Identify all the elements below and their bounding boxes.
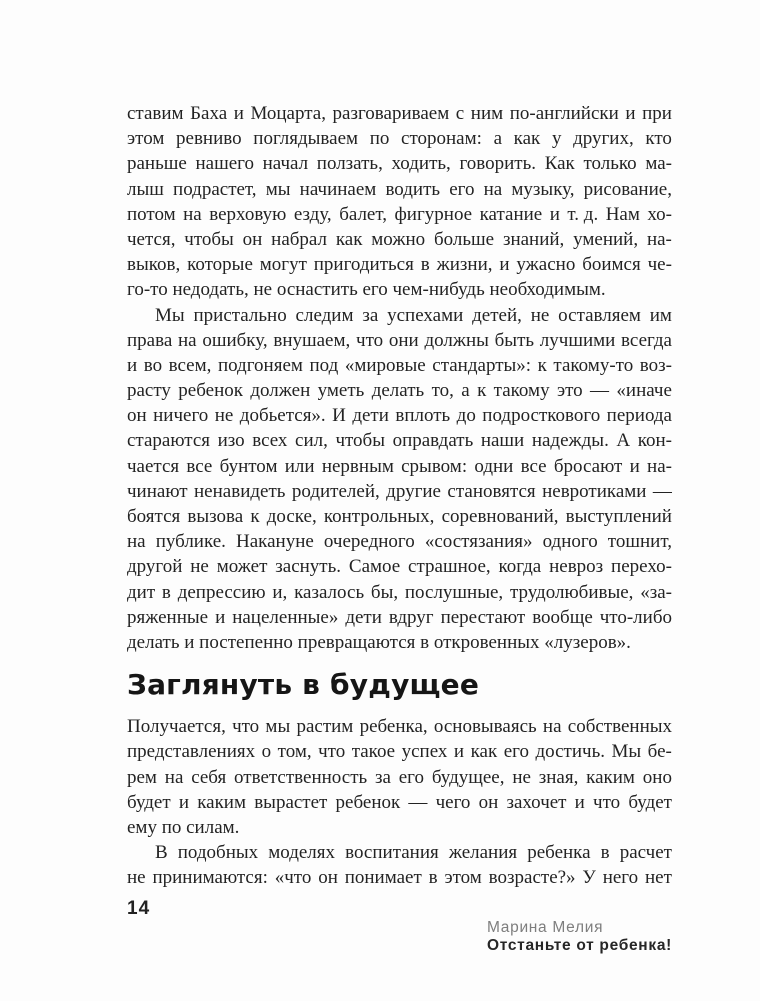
text-line: го-то недодать, не оснастить его чем-нибудь необходимым. [127, 279, 606, 301]
text-line: дит в депрессию и, казалось бы, послушные, трудолюбивые, «за- [127, 581, 672, 603]
text-line: другой не может заснуть. Самое страшное, когда невроз перехо- [127, 556, 672, 578]
text-line: делать и постепенно превращаются в откровенных «лузеров». [127, 631, 631, 653]
text-line: ряженные и нацеленные» дети вдруг перестают вообще что-либо [127, 606, 672, 628]
text-line: стараются изо всех сил, чтобы оправдать наши надежды. А кон- [127, 430, 672, 452]
text-line: и во всем, подгоняем под «мировые стандарты»: к такому-то воз- [127, 354, 672, 376]
page-text [127, 101, 672, 890]
paragraph [127, 840, 672, 890]
text-line: боятся вызова к доске, контрольных, соревнований, выступлений [127, 506, 672, 527]
text-line: на публике. Накануне очередного «состязания» одного тошнит, [127, 531, 672, 553]
text-line: В подобных моделях воспитания желания ребенка в расчет [155, 842, 672, 864]
running-book-title: Отстаньте от ребенка! [487, 937, 672, 954]
text-line: чется, чтобы он набрал как можно больше знаний, умений, на- [127, 228, 672, 250]
text-line: раньше нашего начал ползать, ходить, говорить. Как только ма- [127, 153, 672, 175]
page-number: 14 [127, 898, 151, 919]
text-line: представлениях о том, что такое успех и как его достичь. Мы бе- [127, 741, 672, 763]
running-title [457, 901, 672, 973]
text-line: Получается, что мы растим ребенка, основываясь на собственных [127, 716, 672, 738]
text-line: лыш подрастет, мы начинаем водить его на музыку, рисование, [127, 178, 672, 200]
text-line: рем на себя ответственность за его будущее, не зная, каким оно [127, 766, 672, 788]
text-line: ему по силам. [127, 816, 240, 838]
paragraph [127, 714, 672, 840]
paragraph [127, 303, 672, 656]
text-line: потом на верховую езду, балет, фигурное катание и т. д. Нам хо- [127, 203, 672, 225]
text-line: выков, которые могут пригодиться в жизни, и ужасно боимся че- [127, 254, 672, 276]
running-author: Марина Мелия [487, 919, 604, 936]
section-heading: Заглянуть в будущее [127, 668, 480, 702]
page-footer [127, 898, 672, 973]
text-line: будет и каким вырастет ребенок — чего он захочет и что будет [127, 791, 672, 813]
text-line: права на ошибку, внушаем, что они должны быть лучшими всегда [127, 329, 672, 351]
text-line: чинают ненавидеть родителей, другие становятся невротиками — [127, 480, 672, 502]
text-line: ставим Баха и Моцарта, разговариваем с ним по-английски и при [127, 103, 672, 124]
text-line: этом ревниво поглядываем по сторонам: а как у других, кто [127, 128, 672, 150]
text-line: чается все бунтом или нервным срывом: одни все бросают и на- [127, 455, 672, 477]
text-line: Мы пристально следим за успехами детей, не оставляем им [155, 304, 672, 326]
paragraph [127, 101, 672, 303]
text-line: расту ребенок должен уметь делать то, а к такому это — «иначе [127, 380, 672, 402]
text-line: не принимаются: «что он понимает в этом возрасте?» У него нет [127, 867, 672, 889]
text-line: он ничего не добьется». И дети вплоть до подросткового периода [127, 405, 672, 427]
